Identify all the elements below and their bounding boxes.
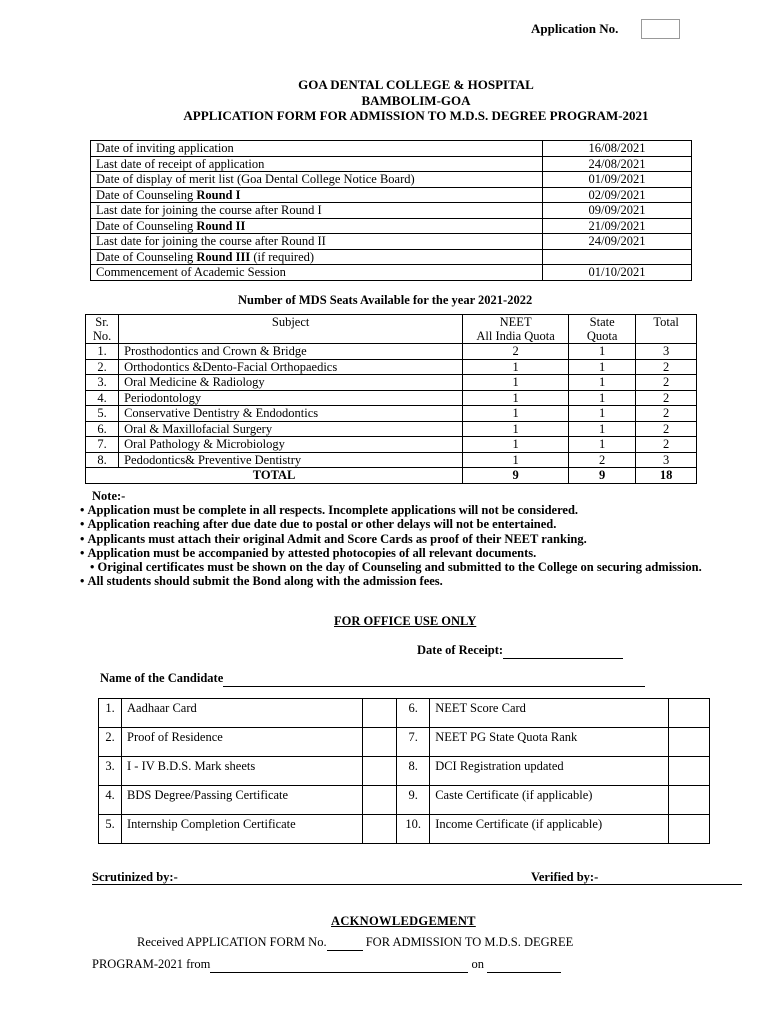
sr-cell: 4. — [86, 390, 119, 406]
table-row — [99, 786, 710, 815]
state-cell: 1 — [569, 390, 636, 406]
doc-label: Aadhaar Card — [122, 699, 363, 728]
state-cell: 1 — [569, 344, 636, 360]
schedule-event: Last date of receipt of application — [91, 156, 543, 172]
table-row — [86, 390, 697, 406]
notes-section — [80, 489, 720, 588]
list-item: • Application must be accompanied by attested photocopies of all relevant documents. — [80, 545, 537, 560]
bullet-icon: • — [90, 560, 98, 575]
table-row — [99, 757, 710, 786]
bullet-icon: • — [80, 545, 88, 560]
doc-checkbox[interactable] — [363, 728, 397, 757]
total-cell: 2 — [636, 375, 697, 391]
schedule-date: 09/09/2021 — [543, 203, 692, 219]
list-item: • Original certificates must be shown on the day of Counseling and submitted to the College on securing admission. — [90, 560, 702, 575]
doc-checkbox[interactable] — [363, 815, 397, 844]
list-item: • Application must be complete in all respects. Incomplete applications will not be considered. — [80, 503, 579, 518]
total-cell: 3 — [636, 344, 697, 360]
state-cell: 1 — [569, 406, 636, 422]
list-item: • All students should submit the Bond along with the admission fees. — [80, 574, 443, 589]
scrutinized-by-label: Scrutinized by:- — [92, 870, 178, 884]
neet-cell: 1 — [463, 437, 569, 453]
table-row — [86, 452, 697, 468]
schedule-row — [91, 203, 692, 219]
schedule-event: Date of Counseling Round II — [91, 218, 543, 234]
schedule-event: Commencement of Academic Session — [91, 265, 543, 281]
doc-label: NEET PG State Quota Rank — [430, 728, 669, 757]
doc-checkbox[interactable] — [669, 786, 710, 815]
neet-cell: 1 — [463, 390, 569, 406]
header-subject: Subject — [119, 315, 463, 344]
schedule-row — [91, 172, 692, 188]
schedule-date: 16/08/2021 — [543, 141, 692, 157]
neet-cell: 1 — [463, 421, 569, 437]
sr-cell: 2. — [86, 359, 119, 375]
doc-number: 5. — [99, 815, 122, 844]
total-cell: 2 — [636, 421, 697, 437]
schedule-row — [91, 265, 692, 281]
bullet-icon: • — [80, 517, 88, 532]
total-cell: 2 — [636, 359, 697, 375]
table-row — [86, 344, 697, 360]
candidate-name-field[interactable] — [223, 671, 645, 687]
schedule-event: Date of display of merit list (Goa Dental College Notice Board) — [91, 172, 543, 188]
seats-table — [85, 314, 697, 484]
signature-line[interactable] — [92, 884, 742, 885]
table-row — [86, 421, 697, 437]
total-cell: 2 — [636, 390, 697, 406]
total-neet: 9 — [463, 468, 569, 484]
form-title: APPLICATION FORM FOR ADMISSION TO M.D.S. DEGREE PROGRAM-2021 — [183, 108, 649, 123]
schedule-row — [91, 187, 692, 203]
schedule-event: Date of inviting application — [91, 141, 543, 157]
list-item: • Applicants must attach their original Admit and Score Cards as proof of their NEET ranking. — [80, 531, 587, 546]
neet-cell: 1 — [463, 359, 569, 375]
doc-number: 9. — [397, 786, 430, 815]
doc-checkbox[interactable] — [669, 699, 710, 728]
doc-label: Income Certificate (if applicable) — [430, 815, 669, 844]
applicant-name-field[interactable] — [210, 957, 468, 973]
table-row — [99, 699, 710, 728]
subject-cell: Pedodontics& Preventive Dentistry — [119, 452, 463, 468]
schedule-event: Date of Counseling Round III (if required) — [91, 249, 543, 265]
schedule-date: 24/09/2021 — [543, 234, 692, 250]
doc-label: I - IV B.D.S. Mark sheets — [122, 757, 363, 786]
acknowledgement-line-2: PROGRAM-2021 from on — [92, 957, 561, 973]
subject-cell: Orthodontics &Dento-Facial Orthopaedics — [119, 359, 463, 375]
table-row — [86, 406, 697, 422]
doc-label: NEET Score Card — [430, 699, 669, 728]
bullet-icon: • — [80, 574, 88, 589]
schedule-event: Last date for joining the course after Round I — [91, 203, 543, 219]
table-row — [99, 728, 710, 757]
neet-cell: 1 — [463, 452, 569, 468]
ack-date-field[interactable] — [487, 957, 561, 973]
schedule-table — [90, 140, 692, 281]
table-row — [86, 375, 697, 391]
schedule-row — [91, 218, 692, 234]
total-row — [86, 468, 697, 484]
list-item: • Application reaching after due date due to postal or other delays will not be entertained. — [80, 517, 557, 532]
subject-cell: Conservative Dentistry & Endodontics — [119, 406, 463, 422]
sr-cell: 8. — [86, 452, 119, 468]
form-number-field[interactable] — [327, 935, 363, 951]
schedule-date: 01/09/2021 — [543, 172, 692, 188]
table-row — [86, 437, 697, 453]
schedule-date — [543, 249, 692, 265]
state-cell: 2 — [569, 452, 636, 468]
total-label: TOTAL — [86, 468, 463, 484]
doc-label: Internship Completion Certificate — [122, 815, 363, 844]
sr-cell: 3. — [86, 375, 119, 391]
acknowledgement-title: ACKNOWLEDGEMENT — [331, 914, 476, 928]
schedule-date: 02/09/2021 — [543, 187, 692, 203]
header-total: Total — [636, 315, 697, 344]
schedule-date: 21/09/2021 — [543, 218, 692, 234]
seats-header-row — [86, 315, 697, 344]
state-cell: 1 — [569, 375, 636, 391]
doc-checkbox[interactable] — [669, 728, 710, 757]
doc-checkbox[interactable] — [363, 699, 397, 728]
office-use-title: FOR OFFICE USE ONLY — [334, 614, 477, 628]
doc-number: 6. — [397, 699, 430, 728]
schedule-date: 01/10/2021 — [543, 265, 692, 281]
subject-cell: Periodontology — [119, 390, 463, 406]
college-location: BAMBOLIM-GOA — [361, 93, 471, 108]
total-all: 18 — [636, 468, 697, 484]
doc-number: 10. — [397, 815, 430, 844]
subject-cell: Oral Medicine & Radiology — [119, 375, 463, 391]
doc-label: Proof of Residence — [122, 728, 363, 757]
date-of-receipt: Date of Receipt: — [417, 643, 623, 659]
notes-title: Note:- — [92, 489, 126, 503]
state-cell: 1 — [569, 437, 636, 453]
schedule-row — [91, 156, 692, 172]
sr-cell: 7. — [86, 437, 119, 453]
date-of-receipt-field[interactable] — [503, 643, 623, 659]
bullet-icon: • — [80, 503, 88, 518]
doc-number: 4. — [99, 786, 122, 815]
total-state: 9 — [569, 468, 636, 484]
sr-cell: 1. — [86, 344, 119, 360]
header-sr: Sr. No. — [86, 315, 119, 344]
subject-cell: Oral Pathology & Microbiology — [119, 437, 463, 453]
schedule-row — [91, 234, 692, 250]
doc-number: 3. — [99, 757, 122, 786]
sr-cell: 6. — [86, 421, 119, 437]
table-row — [99, 815, 710, 844]
doc-checkbox[interactable] — [363, 786, 397, 815]
doc-checkbox[interactable] — [363, 757, 397, 786]
seats-title: Number of MDS Seats Available for the year 2021-2022 — [238, 293, 533, 307]
doc-number: 2. — [99, 728, 122, 757]
sr-cell: 5. — [86, 406, 119, 422]
application-no-label: Application No. — [531, 21, 619, 36]
total-cell: 2 — [636, 437, 697, 453]
documents-checklist — [98, 698, 710, 844]
application-no-field[interactable] — [641, 19, 680, 39]
college-name: GOA DENTAL COLLEGE & HOSPITAL — [298, 77, 534, 92]
acknowledgement-line-1: Received APPLICATION FORM No. FOR ADMISSION TO M.D.S. DEGREE — [137, 935, 574, 949]
doc-number: 1. — [99, 699, 122, 728]
header-state: State Quota — [569, 315, 636, 344]
schedule-event: Last date for joining the course after Round II — [91, 234, 543, 250]
schedule-date: 24/08/2021 — [543, 156, 692, 172]
doc-label: BDS Degree/Passing Certificate — [122, 786, 363, 815]
doc-label: Caste Certificate (if applicable) — [430, 786, 669, 815]
doc-number: 8. — [397, 757, 430, 786]
total-cell: 3 — [636, 452, 697, 468]
header-neet: NEET All India Quota — [463, 315, 569, 344]
schedule-row — [91, 141, 692, 157]
neet-cell: 1 — [463, 406, 569, 422]
candidate-name: Name of the Candidate — [100, 671, 645, 687]
bullet-icon: • — [80, 531, 88, 546]
doc-number: 7. — [397, 728, 430, 757]
state-cell: 1 — [569, 359, 636, 375]
doc-checkbox[interactable] — [669, 815, 710, 844]
state-cell: 1 — [569, 421, 636, 437]
doc-checkbox[interactable] — [669, 757, 710, 786]
verified-by-label: Verified by:- — [531, 870, 599, 884]
doc-label: DCI Registration updated — [430, 757, 669, 786]
neet-cell: 2 — [463, 344, 569, 360]
schedule-row — [91, 249, 692, 265]
subject-cell: Oral & Maxillofacial Surgery — [119, 421, 463, 437]
schedule-event: Date of Counseling Round I — [91, 187, 543, 203]
subject-cell: Prosthodontics and Crown & Bridge — [119, 344, 463, 360]
neet-cell: 1 — [463, 375, 569, 391]
total-cell: 2 — [636, 406, 697, 422]
table-row — [86, 359, 697, 375]
